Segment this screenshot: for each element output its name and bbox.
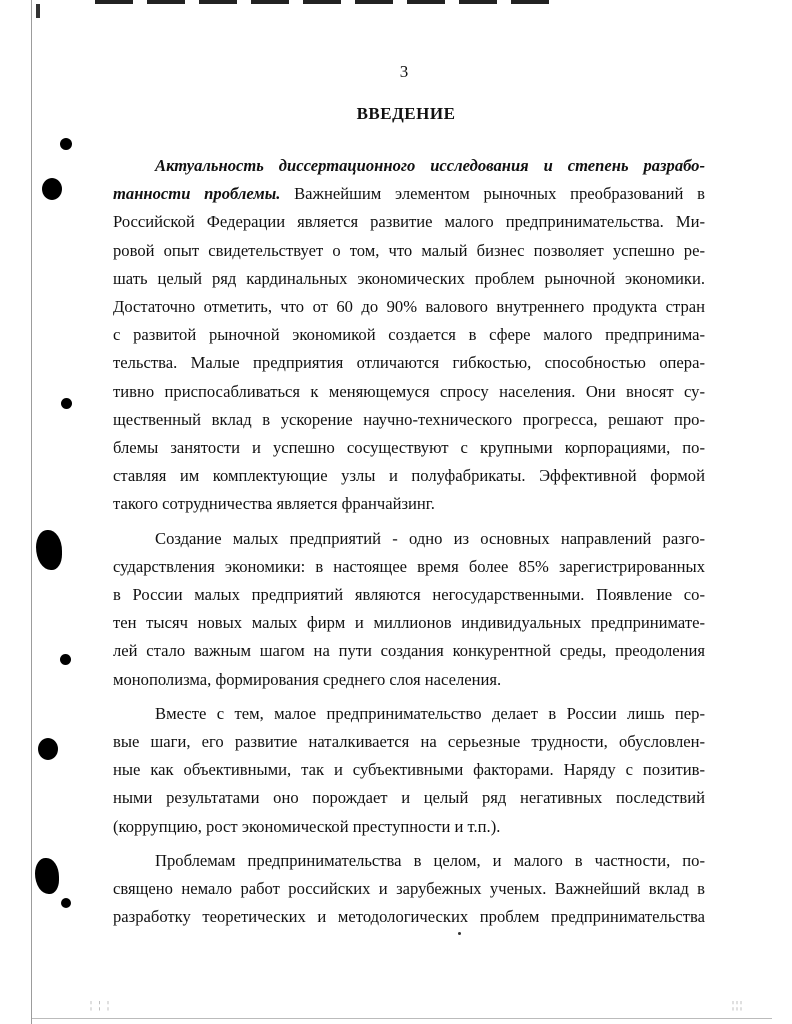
- paragraph-line: лей стало важным шагом на пути создания конкурентной среды, преодоления: [113, 641, 705, 661]
- body-text: [113, 152, 705, 931]
- punch-hole: [60, 138, 72, 150]
- paragraph-line: такого сотрудничества является франчайзинг.: [113, 494, 435, 514]
- paragraph-line: монополизма, формирования среднего слоя населения.: [113, 669, 502, 689]
- paragraph-line: (коррупцию, рост экономической преступности и т.п.).: [113, 816, 501, 836]
- paragraph-line: Достаточно отметить, что от 60 до 90% валового внутреннего продукта стран: [113, 297, 705, 317]
- page-number: 3: [399, 62, 409, 81]
- paragraph-line: разработку теоретических и методологических проблем предпринимательства: [113, 907, 705, 927]
- scan-top-mark: [36, 4, 40, 18]
- paragraph-line: ные как объективными, так и субъективными факторами. Наряду с позитив-: [113, 760, 705, 780]
- paragraph-line: ными результатами оно порождает и целый ряд негативных последствий: [113, 788, 705, 808]
- paragraph-line: тивно приспосабливаться к меняющемуся спросу населения. Они вносят су-: [113, 381, 705, 401]
- paragraph-line: священо немало работ российских и зарубежных ученых. Важнейший вклад в: [113, 879, 705, 899]
- paragraph-line: Проблемам предпринимательства в целом, и малого в частности, по-: [155, 850, 705, 870]
- punch-hole: [61, 398, 72, 409]
- paragraph-line: с развитой рыночной экономикой создается в сфере малого предпринима-: [113, 325, 705, 345]
- scan-left-edge: [31, 0, 32, 1024]
- paragraph-line: [113, 152, 705, 180]
- punch-hole: [35, 858, 59, 894]
- paragraph-line: щественный вклад в ускорение научно-технического прогресса, решают про-: [113, 409, 705, 429]
- section-heading: ВВЕДЕНИЕ: [356, 104, 456, 123]
- paragraph-line: Создание малых предприятий - одно из основных направлений разго-: [155, 528, 705, 548]
- paragraph-line: ровой опыт свидетельствует о том, что малый бизнес позволяет успешно ре-: [113, 240, 705, 260]
- paragraph-line: [113, 180, 705, 208]
- paragraph-line: тельства. Малые предприятия отличаются гибкостью, способностью опера-: [113, 353, 705, 373]
- paragraph-line: Вместе с тем, малое предпринимательство делает в России лишь пер-: [155, 703, 705, 723]
- paragraph-line: Российской Федерации является развитие малого предпринимательства. Ми-: [113, 212, 705, 232]
- paragraph-line: сударствления экономики: в настоящее время более 85% зарегистрированных: [113, 556, 705, 576]
- paragraph-line: в России малых предприятий являются негосударственными. Появление со-: [113, 585, 705, 605]
- paragraph-line: шать целый ряд кардинальных экономических проблем рыночной экономики.: [113, 268, 705, 288]
- punch-hole: [36, 530, 62, 570]
- punch-hole: [61, 898, 71, 908]
- emphasized-lead: Актуальность диссертационного исследования и степень разрабо-: [155, 156, 705, 175]
- paragraph-line: тен тысяч новых малых фирм и миллионов индивидуальных предпринимате-: [113, 613, 705, 633]
- punch-hole: [42, 178, 62, 200]
- scan-top-dashes: [95, 0, 550, 4]
- paragraph-line: ставляя им комплектующие узлы и полуфабрикаты. Эффективной формой: [113, 466, 705, 486]
- scan-footer-noise: ¦ ¦ ¦: [90, 1000, 112, 1011]
- scan-speck: [458, 932, 461, 935]
- punch-hole: [60, 654, 71, 665]
- paragraph-line: вые шаги, его развитие наталкивается на серьезные трудности, обусловлен-: [113, 732, 705, 752]
- paragraph-line: блемы занятости и успешно сосуществуют с крупными корпорациями, по-: [113, 438, 705, 458]
- emphasized-lead: танности проблемы.: [113, 184, 281, 204]
- scan-footer-noise: ¦¦¦: [732, 1000, 745, 1011]
- paragraph-text: Важнейшим элементом рыночных преобразований в: [294, 184, 705, 204]
- punch-hole: [38, 738, 58, 760]
- scan-bottom-edge: [32, 1018, 772, 1019]
